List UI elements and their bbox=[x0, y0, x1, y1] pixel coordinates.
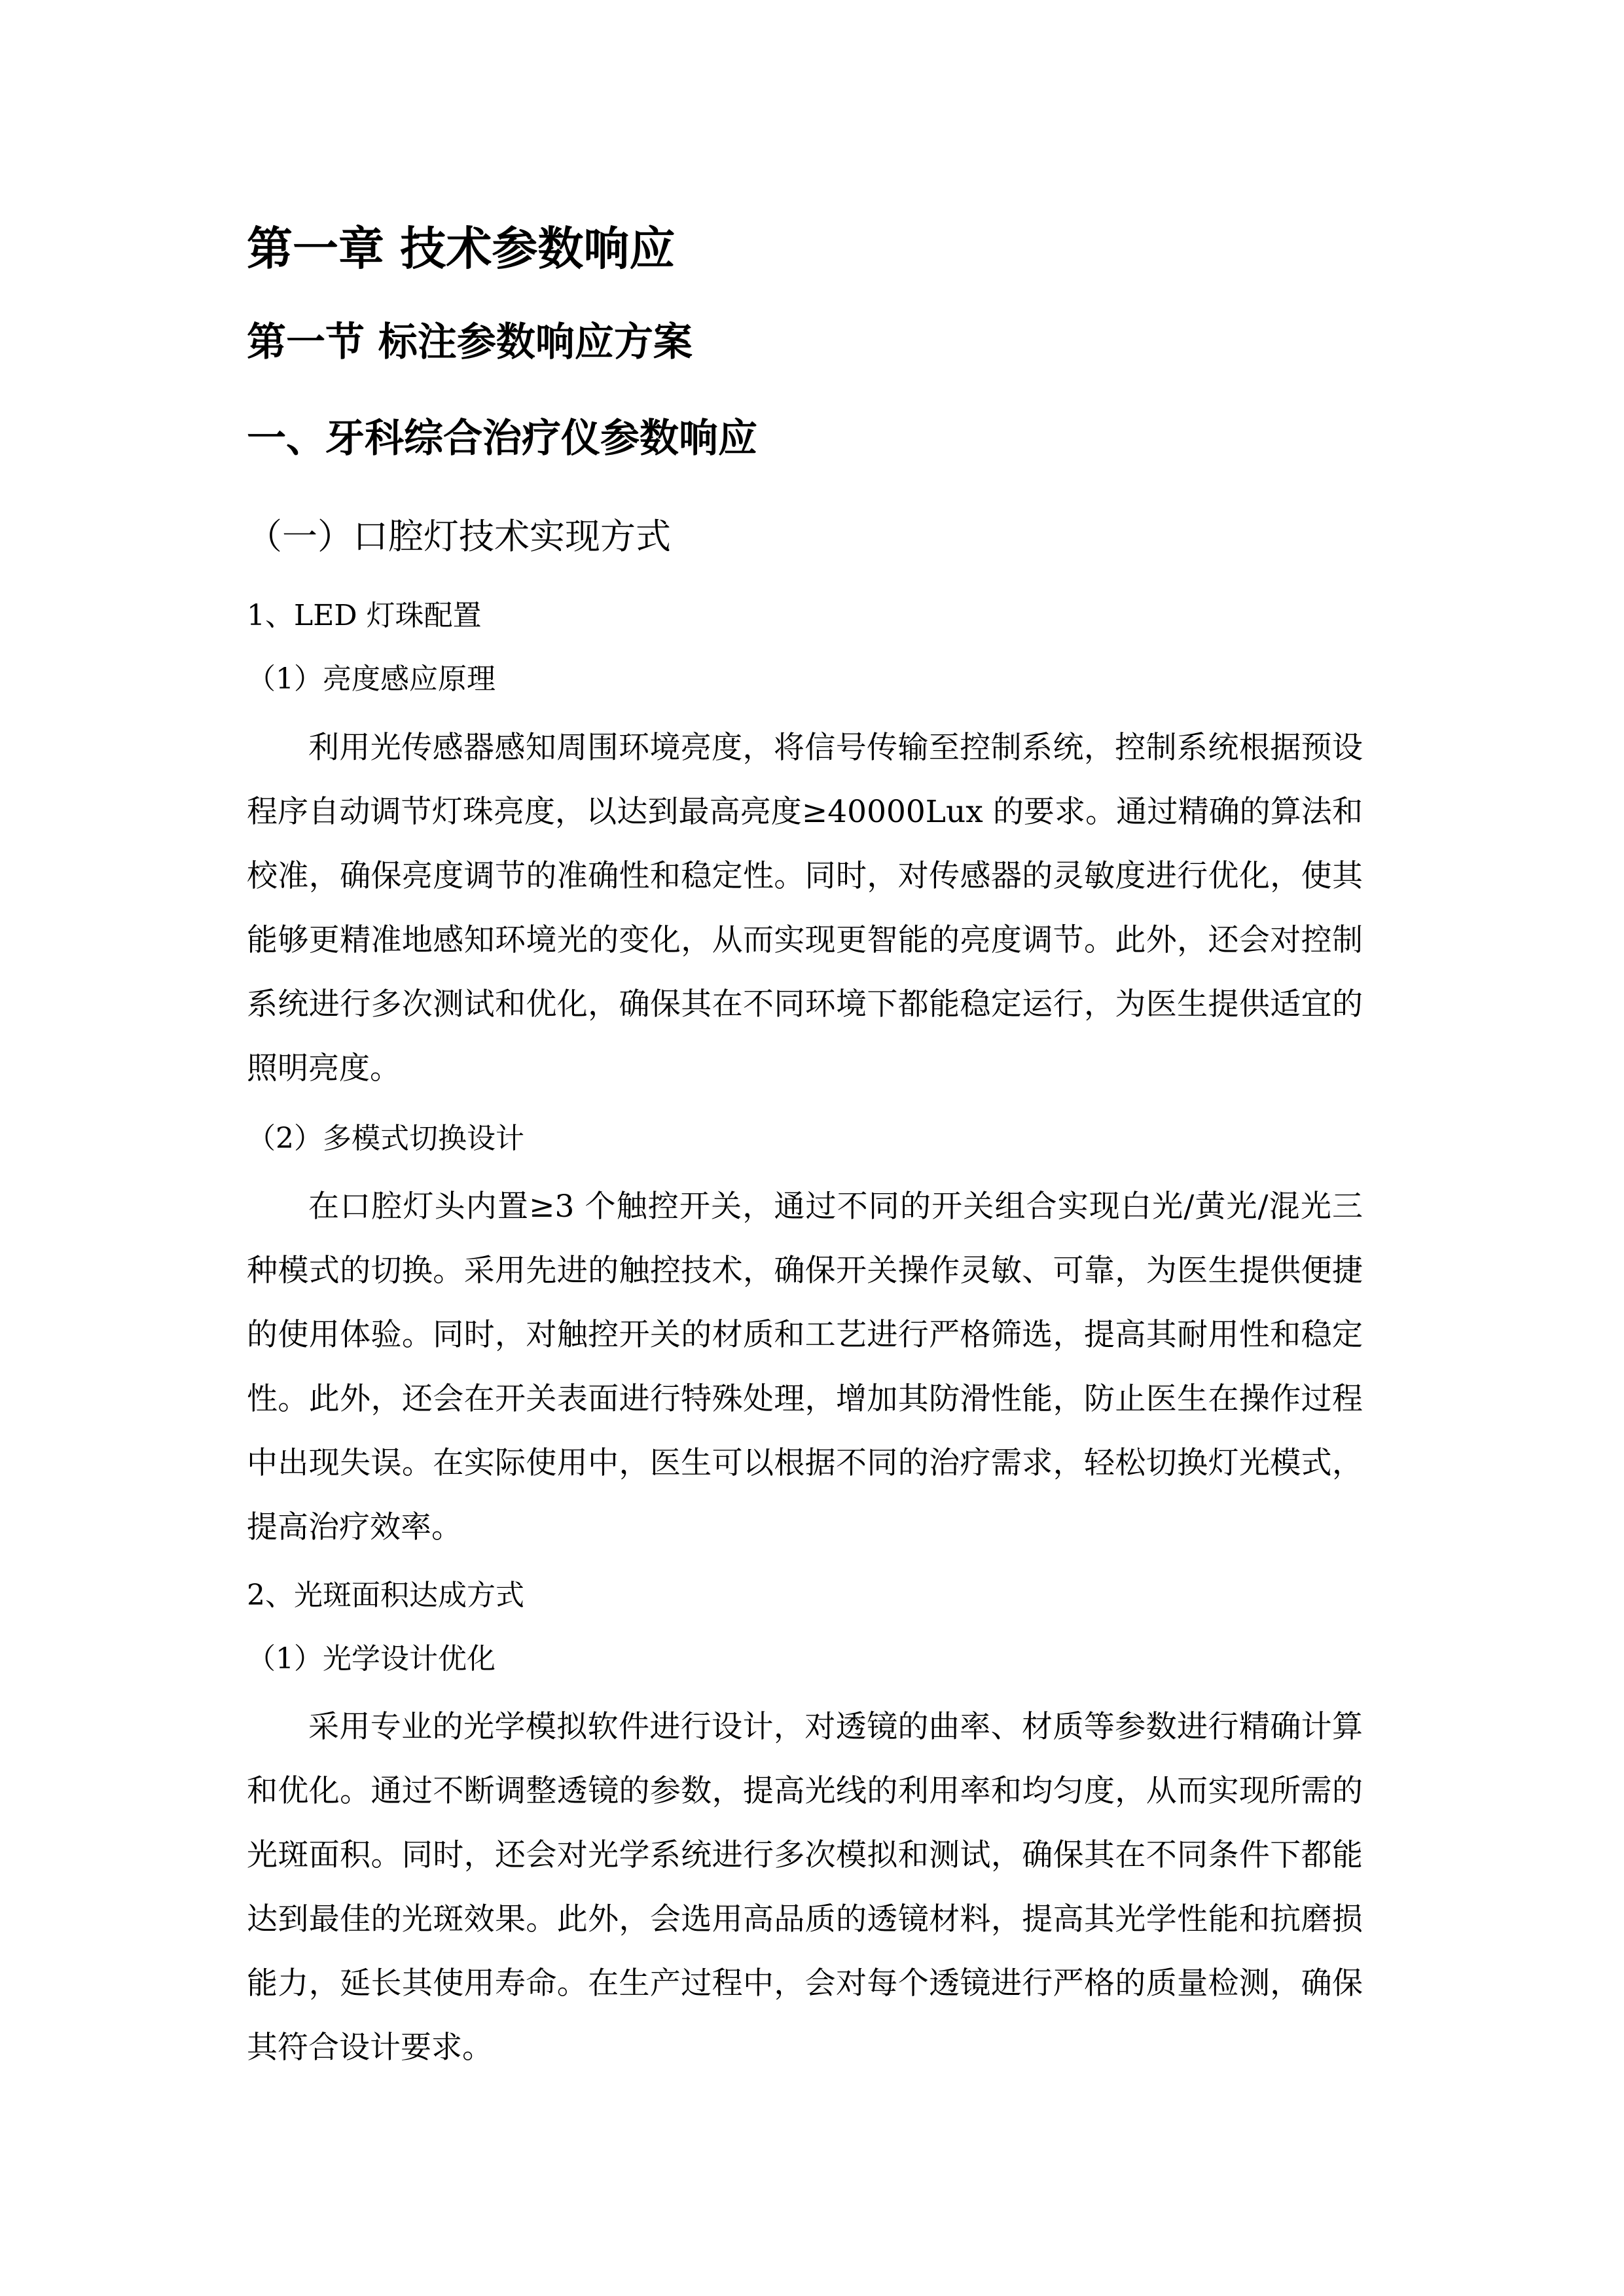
subitem-heading: （1）光学设计优化 bbox=[247, 1642, 496, 1676]
item-heading: 1、LED 灯珠配置 bbox=[247, 599, 482, 632]
paragraph: 利用光传感器感知周围环境亮度，将信号传输至控制系统，控制系统根据预设程序自动调节灯珠亮度，以达到最高亮度≥40000Lux 的要求。通过精确的算法和校准，确保亮度调节的准确性和稳定性。同时，对传感器的灵敏度进行优化，使其能够更精准地感知环境光的变化，从而实现更智能的亮度调节。此外，还会对控制系统进行多次测试和优化，确保其在不同环境下都能稳定运行，为医生提供适宜的照明亮度。 bbox=[247, 730, 1363, 1086]
subsection-title: 一、牙科综合治疗仪参数响应 bbox=[247, 416, 757, 461]
subitem-heading: （1）亮度感应原理 bbox=[247, 662, 496, 696]
paragraph: 采用专业的光学模拟软件进行设计，对透镜的曲率、材质等参数进行精确计算和优化。通过不断调整透镜的参数，提高光线的利用率和均匀度，从而实现所需的光斑面积。同时，还会对光学系统进行多次模拟和测试，确保其在不同条件下都能达到最佳的光斑效果。此外，会选用高品质的透镜材料，提高其光学性能和抗磨损能力，延长其使用寿命。在生产过程中，会对每个透镜进行严格的质量检测，确保其符合设计要求。 bbox=[247, 1709, 1363, 2066]
section-title: 第一节 标注参数响应方案 bbox=[247, 319, 693, 365]
paragraph: 在口腔灯头内置≥3 个触控开关，通过不同的开关组合实现白光/黄光/混光三种模式的切换。采用先进的触控技术，确保开关操作灵敏、可靠，为医生提供便捷的使用体验。同时，对触控开关的材质和工艺进行严格筛选，提高其耐用性和稳定性。此外，还会在开关表面进行特殊处理，增加其防滑性能，防止医生在操作过程中出现失误。在实际使用中，医生可以根据不同的治疗需求，轻松切换灯光模式，提高治疗效率。 bbox=[247, 1189, 1363, 1545]
chapter-title: 第一章 技术参数响应 bbox=[247, 222, 676, 276]
item-heading: 2、光斑面积达成方式 bbox=[247, 1579, 524, 1612]
subitem-heading: （2）多模式切换设计 bbox=[247, 1122, 524, 1155]
part-title: （一）口腔灯技术实现方式 bbox=[247, 516, 671, 557]
